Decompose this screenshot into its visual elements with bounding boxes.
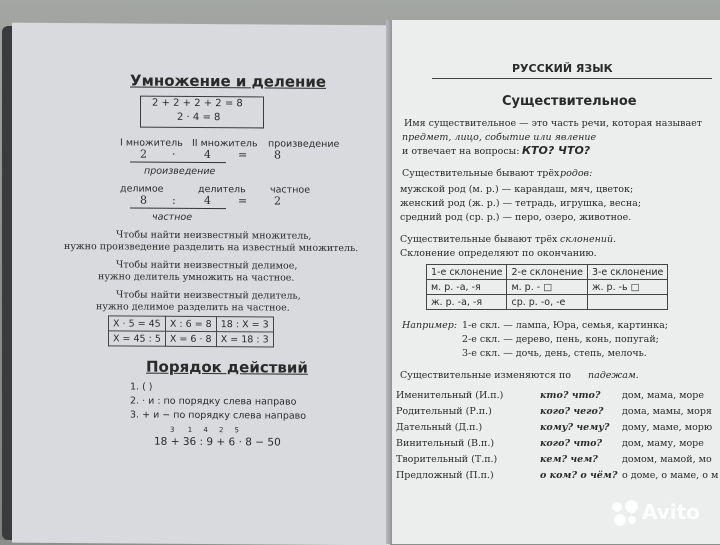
declension-table — [426, 264, 668, 310]
case-example: дом, мама, море — [622, 390, 704, 401]
dividend-label: делимое — [120, 183, 164, 195]
table-cell: ж. р. -а, -я — [427, 295, 507, 310]
table-cell: X = 6 · 8 — [165, 331, 216, 346]
example-decl2: 2-е скл. — дерево, пень, конь, попугай; — [462, 334, 659, 345]
avito-watermark: Avito — [642, 500, 700, 524]
subject-header: РУССКИЙ ЯЗЫК — [512, 62, 613, 75]
order-title: Порядок действий — [146, 357, 308, 377]
genders-word: родов: — [560, 168, 593, 179]
declension-rule: Склонение определяют по окончанию. — [400, 248, 597, 259]
gender-neuter: средний род (ср. р.) — перо, озеро, животное. — [400, 212, 632, 223]
rule2-line1: Чтобы найти неизвестный делимое, — [116, 259, 298, 272]
cases-intro: Существительные изменяются по — [400, 370, 571, 381]
definition-line2: предмет, лицо, событие или явление — [402, 132, 597, 143]
definition-questions: КТО? ЧТО? — [522, 144, 591, 157]
mult-op: · — [172, 147, 176, 161]
table-cell: 2-е склонение — [507, 265, 587, 280]
case-question: о ком? о чём? — [540, 470, 618, 481]
divisor-label: делитель — [198, 183, 246, 196]
genders-intro: Существительные бывают трёх — [402, 168, 560, 179]
table-cell: ср. р. -о, -е — [507, 295, 587, 310]
rule3-line2: нужно делимое разделить на частное. — [96, 301, 290, 314]
order-rule1: 1. ( ) — [130, 381, 153, 393]
table-cell: X · 5 = 45 — [109, 316, 166, 331]
table-cell: 3-е склонение — [587, 265, 667, 280]
definition-line1: Имя существительное — это часть речи, которая называет — [404, 118, 703, 129]
div-underline — [130, 208, 226, 210]
multiplication-title: Умножение и деление — [130, 71, 327, 91]
case-example: о доме, о маме, о м — [622, 470, 719, 481]
factor2-label: II множитель — [192, 137, 258, 150]
div-op: : — [172, 193, 176, 207]
rule1-line1: Чтобы найти неизвестный множитель, — [116, 229, 312, 242]
gender-masculine: мужской род (м. р.) — карандаш, мяч, цветок; — [400, 184, 634, 195]
table-cell: м. р. -а, -я — [427, 280, 507, 295]
rule1-line2: нужно произведение разделить на известный множитель. — [64, 241, 359, 255]
definition-line3: и отвечает на вопросы: — [402, 146, 520, 157]
case-name: Родительный (Р.п.) — [396, 406, 492, 417]
mult-bracket-label: произведение — [144, 165, 216, 178]
div-value3: 2 — [274, 194, 281, 208]
case-example: дому, маме, морю — [622, 422, 713, 433]
table-row — [427, 265, 668, 280]
example-decl1: 1-е скл. — лампа, Юра, семья, картинка; — [462, 320, 668, 331]
table-row — [109, 316, 274, 332]
div-value2: 4 — [204, 194, 211, 208]
table-cell: ж. р. -ь □ — [587, 280, 667, 295]
mult-underline — [130, 162, 226, 164]
avito-logo-icon — [612, 500, 640, 528]
table-cell: X : 6 = 8 — [165, 316, 216, 331]
case-name: Винительный (В.п.) — [396, 438, 495, 449]
order-expression: 18 + 36 : 9 + 6 · 8 − 50 — [154, 435, 281, 449]
table-cell: X = 18 : 3 — [216, 332, 273, 347]
example-decl3: 3-е скл. — дочь, день, степь, мелочь. — [462, 348, 647, 359]
table-cell: м. р. - □ — [507, 280, 587, 295]
equation-table — [108, 315, 274, 347]
case-example: дома, мамы, моря — [622, 406, 712, 417]
example-label: Например: — [402, 320, 458, 331]
table-cell — [587, 295, 667, 310]
case-name: Именительный (И.п.) — [396, 390, 504, 401]
mult-value1: 2 — [140, 147, 147, 161]
table-row — [109, 331, 274, 347]
mult-eq: = — [238, 148, 248, 162]
cases-word: падежам. — [588, 370, 639, 381]
mult-value2: 4 — [204, 148, 211, 162]
case-question: кого? что? — [540, 438, 603, 449]
product-label: произведение — [268, 138, 340, 150]
div-bracket-label: частное — [152, 211, 193, 223]
table-row — [427, 280, 668, 295]
case-question: кто? что? — [540, 390, 601, 401]
factor1-label: I множитель — [120, 137, 183, 149]
box-line2: 2 · 4 = 8 — [177, 111, 221, 124]
div-eq: = — [238, 194, 248, 208]
order-rule2: 2. · и : по порядку слева направо — [130, 395, 297, 408]
case-name: Предложный (П.п.) — [396, 470, 494, 481]
case-example: дом, маму, море — [622, 438, 704, 449]
gender-feminine: женский род (ж. р.) — тетрадь, игрушка, весна; — [400, 198, 642, 209]
order-step-numbers: 3 1 4 2 5 — [170, 425, 239, 435]
table-row — [427, 295, 668, 310]
box-line1: 2 + 2 + 2 + 2 = 8 — [152, 97, 243, 110]
quotient-label: частное — [270, 184, 311, 196]
case-name: Дательный (Д.п.) — [396, 422, 483, 433]
case-question: кому? чему? — [540, 422, 610, 433]
declension-intro: Существительные бывают трёх — [400, 234, 558, 245]
case-question: кого? чего? — [540, 406, 604, 417]
case-example: домом, мамой, мо — [622, 454, 712, 465]
right-page — [392, 20, 720, 544]
table-cell: X = 45 : 5 — [109, 331, 166, 346]
case-question: кем? чем? — [540, 454, 598, 465]
header-rule — [432, 78, 712, 79]
noun-title: Существительное — [502, 94, 637, 109]
order-rule3: 3. + и − по порядку слева направо — [130, 409, 307, 422]
case-name: Творительный (Т.п.) — [396, 454, 498, 465]
rule3-line1: Чтобы найти неизвестный делитель, — [116, 289, 301, 302]
table-cell: 1-е склонение — [427, 265, 507, 280]
div-value1: 8 — [140, 193, 147, 207]
rule2-line2: нужно делитель умножить на частное. — [98, 271, 295, 284]
declension-word: склонений. — [560, 234, 617, 245]
left-page — [12, 23, 390, 545]
mult-value3: 8 — [274, 148, 281, 162]
table-cell: 18 : X = 3 — [216, 317, 273, 332]
